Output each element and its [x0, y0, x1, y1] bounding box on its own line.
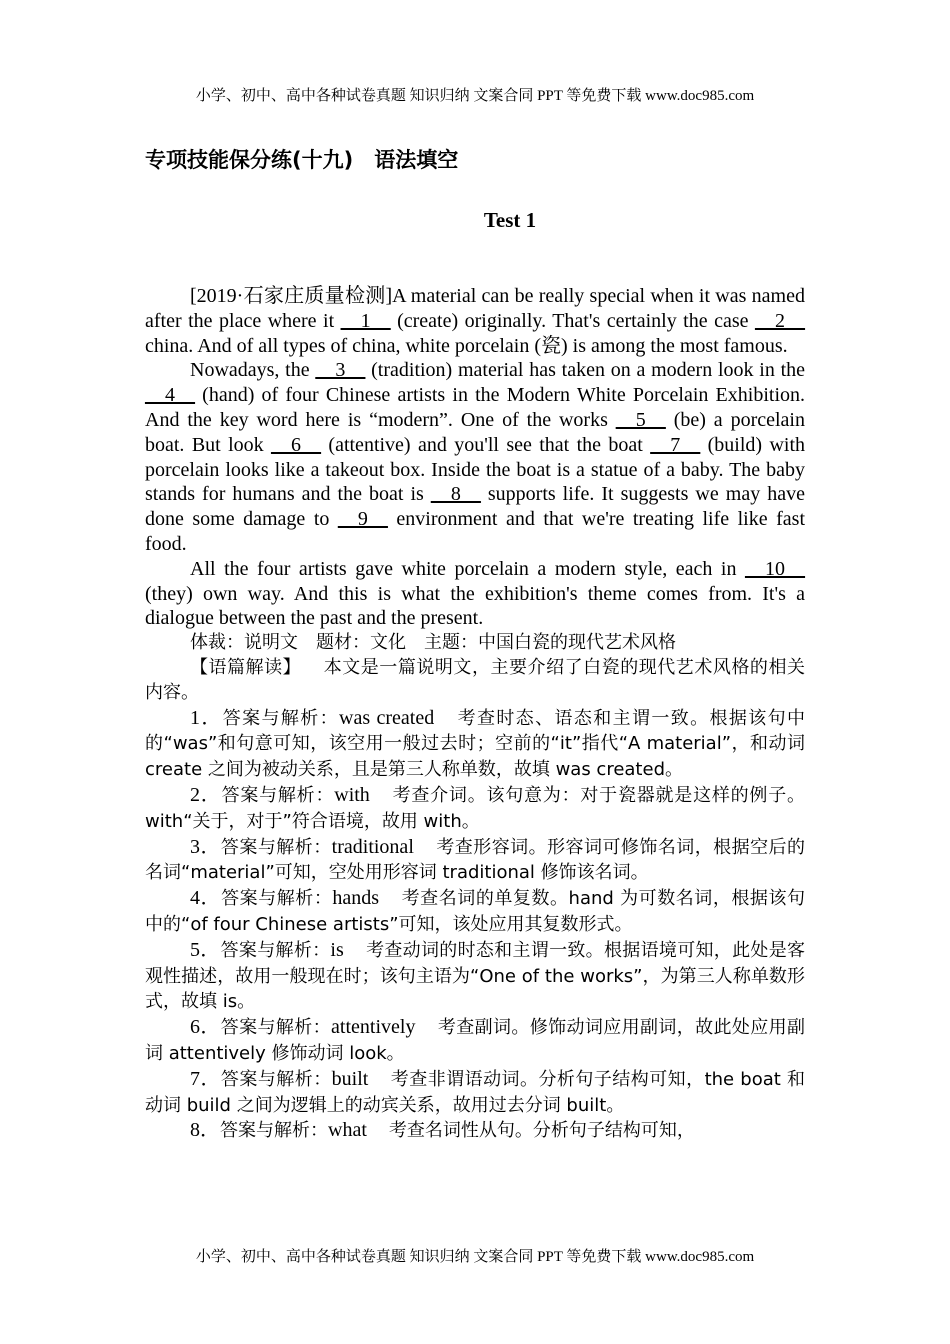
answer-item	[145, 1118, 805, 1144]
answer-number: 4．	[190, 887, 222, 910]
blank-3: __3__	[315, 359, 366, 382]
blank-2: __2__	[754, 309, 805, 332]
answer-value: traditional	[331, 835, 414, 858]
passage-paragraph-2	[145, 358, 805, 556]
passage-paragraph-3	[145, 557, 805, 631]
page-header: 小学、初中、高中各种试卷真题 知识归纳 文案合同 PPT 等免费下载 www.doc985.com	[195, 88, 755, 104]
meta-line: 体裁：说明文 题材：文化 主题：中国白瓷的现代艺术风格	[190, 632, 676, 654]
passage-text: (they) own way. And this is what the exhibition's theme comes from. It's a dialogue between the past and the present.	[145, 582, 805, 630]
answer-explanation: 考查名词的单复数。hand 为可数名词，根据该句中的“of four Chinese artists”可知，该处应用其复数形式。	[145, 888, 806, 935]
answer-number: 1．	[190, 706, 223, 729]
answer-number: 5．	[190, 938, 221, 961]
answer-number: 7．	[190, 1067, 221, 1090]
reading-text: 本文是一篇说明文，主要介绍了白瓷的现代艺术风格的相关内容。	[145, 656, 805, 703]
blank-1: __1__	[340, 309, 391, 332]
answer-number: 3．	[190, 835, 221, 858]
blank-8: __8__	[430, 483, 481, 506]
answer-label: 答案与解析：	[220, 836, 332, 858]
passage-text: (tradition) material has taken on a modern look in the	[365, 359, 806, 382]
passage-text: environment and that we're treating life like fast food.	[145, 508, 805, 555]
blank-9: __9__	[337, 508, 388, 531]
answer-label: 答案与解析：	[222, 707, 340, 729]
answer-item	[145, 886, 805, 938]
passage-text: (create) originally. That's certainly the case	[390, 309, 755, 332]
passage-text: All the four artists gave white porcelain a modern style, each in	[190, 557, 745, 580]
blank-6: __6__	[271, 433, 322, 456]
document-title: 专项技能保分练(十九) 语法填空	[145, 148, 459, 172]
page-footer: 小学、初中、高中各种试卷真题 知识归纳 文案合同 PPT 等免费下载 www.doc985.com	[195, 1249, 755, 1265]
answer-value: hands	[332, 887, 380, 910]
answer-number: 8．	[190, 1119, 220, 1142]
answer-item	[145, 835, 805, 887]
answer-explanation: 考查介词。该句意为：对于瓷器就是这样的例子。with“关于，对于”符合语境，故用 with。	[145, 784, 805, 832]
passage-paragraph-1	[145, 284, 805, 358]
passage-text: (attentive) and you'll see that the boat	[321, 433, 651, 456]
reading-summary	[145, 656, 805, 706]
answer-item	[145, 1067, 805, 1119]
answer-value: built	[331, 1067, 369, 1090]
answer-explanation: 考查形容词。形容词可修饰名词，根据空后的名词“material”可知，空处用形容词 traditional 修饰该名词。	[145, 836, 806, 884]
answer-value: what	[328, 1119, 367, 1142]
document-body	[145, 284, 805, 1144]
answer-explanation: 考查动词的时态和主谓一致。根据语境可知，此处是客观性描述，故用一般现在时；该句主语为“One of the works”，为第三人称单数形式，故填 is。	[145, 939, 806, 1013]
answer-value: attentively	[331, 1016, 416, 1039]
blank-7: __7__	[650, 433, 701, 456]
answer-label: 答案与解析：	[220, 1120, 328, 1142]
answer-label: 答案与解析：	[221, 784, 335, 806]
passage-text: china. And of all types of china, white porcelain (瓷) is among the most famous.	[145, 334, 788, 357]
passage-text: (be) a porcelain boat. But look	[145, 408, 805, 456]
answer-label: 答案与解析：	[220, 1017, 332, 1039]
passage-text: (hand) of four Chinese artists in the Modern White Porcelain Exhibition. And the key word here is “modern”. One of the works	[145, 384, 805, 431]
answer-explanation: 考查副词。修饰动词应用副词，故此处应用副词 attentively 修饰动词 look。	[145, 1017, 806, 1064]
blank-4: __4__	[145, 384, 195, 407]
answer-value: is	[330, 938, 344, 961]
answer-value: with	[334, 783, 370, 806]
passage-text: supports life. It suggests we may have done some damage to	[145, 483, 805, 531]
answer-explanation: 考查名词性从句。分析句子结构可知，	[388, 1120, 695, 1142]
reading-label: 【语篇解读】	[190, 656, 302, 678]
answer-item	[145, 783, 805, 835]
answer-label: 答案与解析：	[220, 1068, 332, 1090]
answer-explanation: 考查时态、语态和主谓一致。根据该句中的“was”和句意可知，该空用一般过去时；空前的“it”指代“A material”，和动词 create 之间为被动关系，且是第三人称单数，故填 was created。	[145, 707, 806, 781]
test-title: Test 1	[483, 208, 537, 232]
blank-5: __5__	[615, 408, 666, 431]
passage-text: Nowadays, the	[190, 359, 316, 382]
answer-item	[145, 706, 805, 783]
answer-value: was created	[339, 706, 435, 729]
answer-label: 答案与解析：	[220, 939, 331, 961]
passage-text: [2019·石家庄质量检测]A material can be really special when it was named after the place where it	[145, 285, 805, 332]
answer-number: 6．	[190, 1016, 221, 1039]
passage-text: (build) with porcelain looks like a takeout box. Inside the boat is a statue of a baby. The baby stands for humans and the boat is	[145, 433, 805, 506]
answer-item	[145, 1015, 805, 1067]
answer-number: 2．	[190, 783, 222, 806]
answer-item	[145, 938, 805, 1015]
answer-label: 答案与解析：	[221, 888, 333, 910]
blank-10: __10__	[745, 557, 805, 580]
answer-list	[145, 706, 805, 1145]
answer-explanation: 考查非谓语动词。分析句子结构可知，the boat 和动词 build 之间为逻辑上的动宾关系，故用过去分词 built。	[145, 1068, 806, 1116]
